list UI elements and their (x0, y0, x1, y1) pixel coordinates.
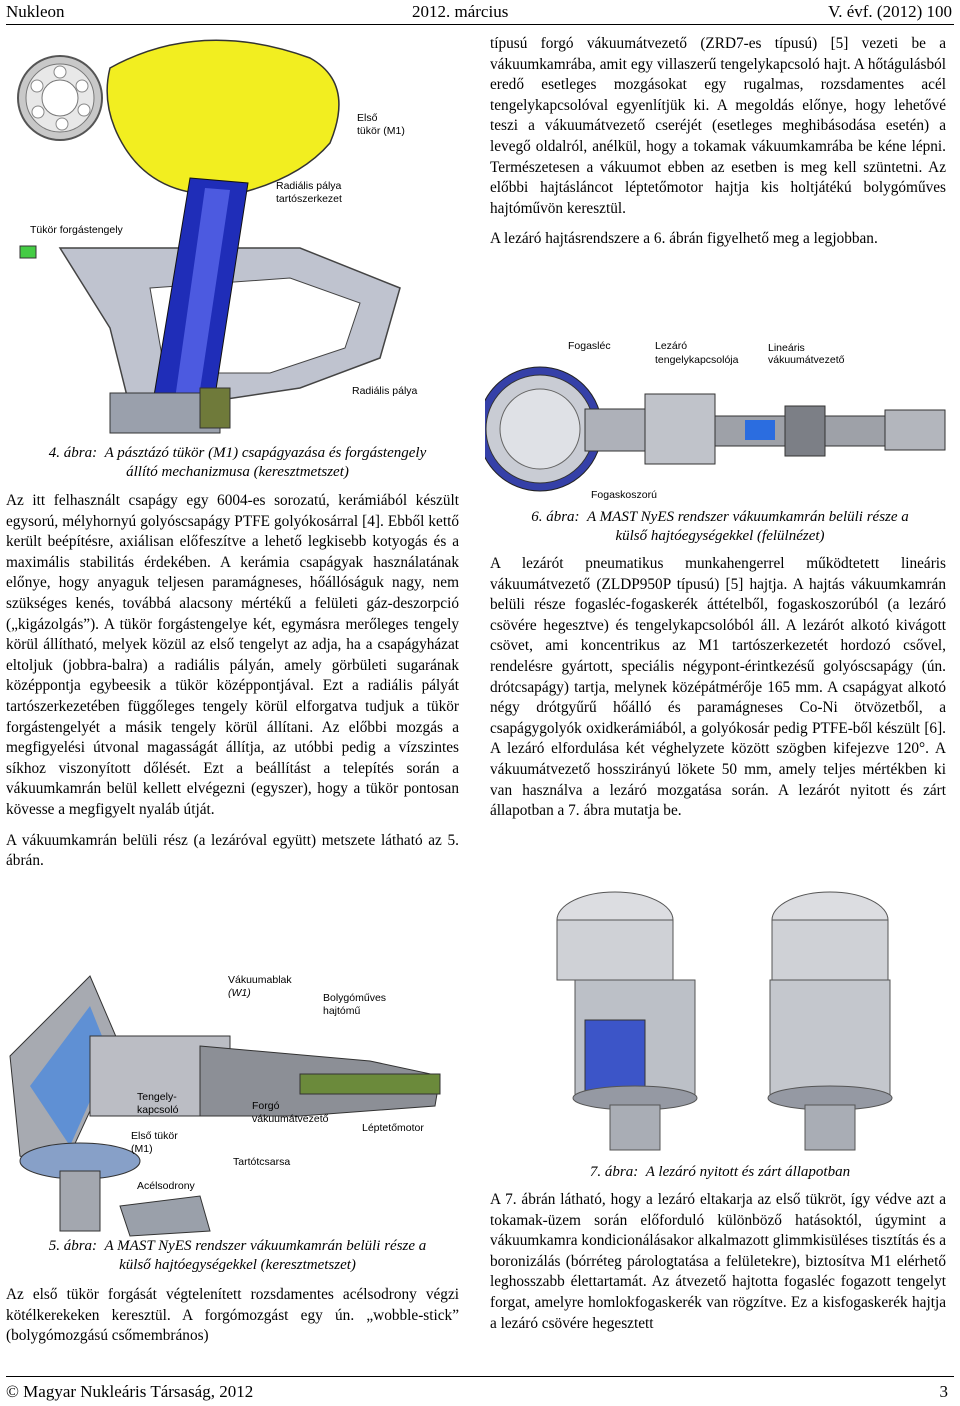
label-fogaskoszoru: Fogaskoszorú (591, 489, 657, 501)
right-paragraph-3: A lezárót pneumatikus munkahengerrel működtetett lineáris vákuumátvezető (ZLDP950P típusú) [5] hajtja. A hajtás vákuumkamrán belüli része fogasléc-fogaskerék áttételből, fogaskoszorúból (a lezáró csövére hegesztve) és tengelykapcsolóból áll. A lezárót alkotó kivágott csövet, ami koncentrikus az M1 tartószerkezetét hordozó csővel, rendelésre gyártott, speciális négypont-érintkezésű golyóscsapágy (ún. drótcsapágy) tartja, melynek középátmérője 165 mm. A csapágyat alkotó négy drótgyűrű hőálló és paramágneses Co-Ni ötvözetből, a csapágygolyók oxidkerámiából, a golyókosár pedig PTFE-ből készült [6]. A lezáró elfordulása két véghelyzete között szögben kifejezve 120°. A vákuumátvezető hosszirányú lökete 50 mm, amely teljes mértékben ki van használva a lezáró mozgatása során. A lezárót nyitott és zárt állapotban a 7. ábra mutatja be. (490, 555, 946, 820)
label-forgo-1: Forgó (252, 1100, 280, 1112)
right-column-text-mid (490, 554, 946, 822)
figure-4 (0, 28, 475, 446)
left-paragraph-2: A vákuumkamrán belüli rész (a lezáróval együtt) metszete látható az 5. ábrán. (6, 831, 459, 870)
figure-4-caption (0, 444, 475, 482)
label-bolygomuves-1: Bolygóműves (323, 992, 387, 1004)
figure-6-number: 6. ábra: (531, 509, 580, 525)
label-elso-tukor-m1-2: (M1) (131, 1143, 153, 1155)
label-tartotcsarsa: Tartótcsarsa (233, 1156, 291, 1168)
label-radialis-palya: Radiális pálya (352, 385, 418, 397)
figure-7 (530, 870, 930, 1160)
header-rule (6, 24, 954, 25)
right-paragraph-1: típusú forgó vákuumátvezető (ZRD7-es típusú) [5] vezeti be a vákuumkamrába, amit egy villaszerű tengelykapcsoló hajt. A hőtágulásból eredő esetleges mozgásokat egy rugalmas, rozsdamentes acél tengelykapcsolóval egyenlítjük ki. A megoldás előnye, hogy lehetővé teszi a vákuumátvezető cseréjét (esetleges meghibásodása esetén) a levegő oldalról, anélkül, hogy a tokamak vákuumkamrába be kéne lépni. Természetesen a vákuumot ebben az esetben is meg kell szüntetni. Az előbbi hajtásláncot léptetőmotor hajtja kis holtjátékú bolygóműves hajtóművön keresztül. (490, 35, 946, 217)
page-header (0, 0, 960, 24)
figure-4-drawing (0, 28, 475, 446)
figure-5-number: 5. ábra: (48, 1238, 98, 1254)
right-paragraph-4: A 7. ábrán látható, hogy a lezáró eltakarja az első tükröt, így védve azt a tokamak-üzem során előforduló különböző hatásoktól, úgymint a vákuumkamra kondicionálásakor alkalmazott glimmkisüléses tisztítás és a boronizálás (bórréteg párologtatása a felületekre), biztosítva M1 elérhető leghosszabb élettartamát. Az átvezető hajtotta fogasléc fogazott tengelyt forgat, amelyre homlokfogaskerék van rögzítve. Ez a kisfogaskerék hajtja a lezáró csövére hegesztett (490, 1191, 946, 1332)
figure-6-caption-line2: külső hajtóegységekkel (felülnézet) (615, 528, 825, 544)
journal-name: Nukleon (6, 2, 65, 21)
label-lezaro-2: tengelykapcsolója (655, 354, 739, 366)
label-radialis-palya-tarto-1: Radiális pálya (276, 180, 342, 192)
figure-5 (0, 966, 470, 1241)
left-paragraph-1: Az itt felhasznált csapágy egy 6004-es sorozatú, kerámiából készült egysorú, mélyhornyú golyóscsapágy PTFE golyókosárral [4]. Ebből kettő került beépítésre, axiálisan előfeszítve a lehető legkisebb kotyogás és a maximális stabilitás érdekében. A kerámia csapágyak használatának előnye, hogy anyaguk teljesen paramágneses, hőállóságuk nagy, nem szükséges kenés, továbbá alacsony mértékű a felületi gáz-deszorpció („kigázolgás”). A tükör forgástengelye két, egymásra merőleges tengely körül állítható, melyek közül az első tengelyt az adja, ha a csapágyházat eltoljuk (jobbra-balra) a radiális pályán, amely görbületi sugarának középpontja egybeesik a tükör középpontjával. Ezt a radiális pályát tartószerkezetében függőleges tengely körül elforgatva tudjuk a tükör forgástengelyét a másik tengely körül állítani. Az előbbi mozgás a megfigyelési útvonal magasságát állítja, az utóbbi pedig a vízszintes síkhoz viszonyított dőlését. Ezt a beállítást a telepítés során a vákuumkamrán belül kellett elvégezni (egyszer), hogy a tükör pontosan kövesse a megfigyelt nyaláb útját. (6, 492, 459, 818)
label-radialis-palya-tarto-2: tartószerkezet (276, 193, 342, 205)
figure-5-caption-line2: külső hajtóegységekkel (keresztmetszet) (119, 1257, 356, 1273)
figure-6-caption (485, 508, 955, 546)
right-column-text-top (490, 34, 946, 250)
figure-7-number: 7. ábra: (589, 1164, 639, 1180)
label-fogaslec: Fogasléc (568, 340, 611, 352)
label-tengelykapcsolo-1: Tengely- (137, 1091, 177, 1103)
page-number: 3 (939, 1382, 948, 1401)
label-elso-tukor-2: tükör (M1) (357, 125, 405, 137)
figure-4-number: 4. ábra: (48, 445, 98, 461)
figure-7-caption-line1: A lezáró nyitott és zárt állapotban (645, 1164, 851, 1180)
bearing-icon (18, 56, 102, 140)
figure-7-drawing (530, 870, 930, 1160)
left-column-tail (6, 1285, 459, 1347)
figure-5-caption-line1: A MAST NyES rendszer vákuumkamrán belüli része a (104, 1238, 427, 1254)
left-paragraph-3: Az első tükör forgását végtelenített rozsdamentes acélsodrony végzi kötélkerekeken keresztül. A forgómozgást egy ún. „wobble-stick” (bolygómozgású csőmembrános) (6, 1286, 459, 1345)
label-linearis-2: vákuumátvezető (768, 354, 845, 366)
label-elso-tukor-m1-1: Első tükör (131, 1130, 178, 1142)
issue-date: 2012. március (412, 2, 509, 21)
right-column-text-bottom (490, 1190, 946, 1334)
volume-info: V. évf. (2012) 100 (828, 2, 952, 21)
label-elso-tukor-1: Első (357, 112, 378, 124)
label-vakuumablak-2: (W1) (228, 987, 251, 999)
label-forgo-2: vákuumátvezető (252, 1113, 329, 1125)
footer-rule (6, 1376, 954, 1377)
label-acelsodrony: Acélsodrony (137, 1180, 195, 1192)
label-lezaro-1: Lezáró (655, 340, 688, 352)
footer-copyright: © Magyar Nukleáris Társaság, 2012 (6, 1382, 254, 1401)
right-paragraph-2: A lezáró hajtásrendszere a 6. ábrán figyelhető meg a legjobban. (490, 230, 878, 248)
left-column-text (6, 491, 459, 872)
label-leptetomotor: Léptetőmotor (362, 1122, 424, 1134)
figure-6-caption-line1: A MAST NyES rendszer vákuumkamrán belüli része a (587, 509, 909, 525)
label-tukor-forgastengely: Tükör forgástengely (30, 224, 123, 236)
figure-7-caption (485, 1163, 955, 1182)
label-linearis-1: Lineáris (768, 342, 805, 354)
figure-6 (485, 334, 955, 506)
figure-4-caption-line2: állító mechanizmusa (keresztmetszet) (126, 464, 349, 480)
label-vakuumablak-1: Vákuumablak (228, 974, 292, 986)
figure-5-caption (0, 1237, 475, 1275)
figure-5-drawing (0, 966, 470, 1241)
label-bolygomuves-2: hajtómű (323, 1005, 361, 1017)
figure-4-caption-line1: A pásztázó tükör (M1) csapágyazása és forgástengely (104, 445, 427, 461)
label-tengelykapcsolo-2: kapcsoló (137, 1104, 179, 1116)
